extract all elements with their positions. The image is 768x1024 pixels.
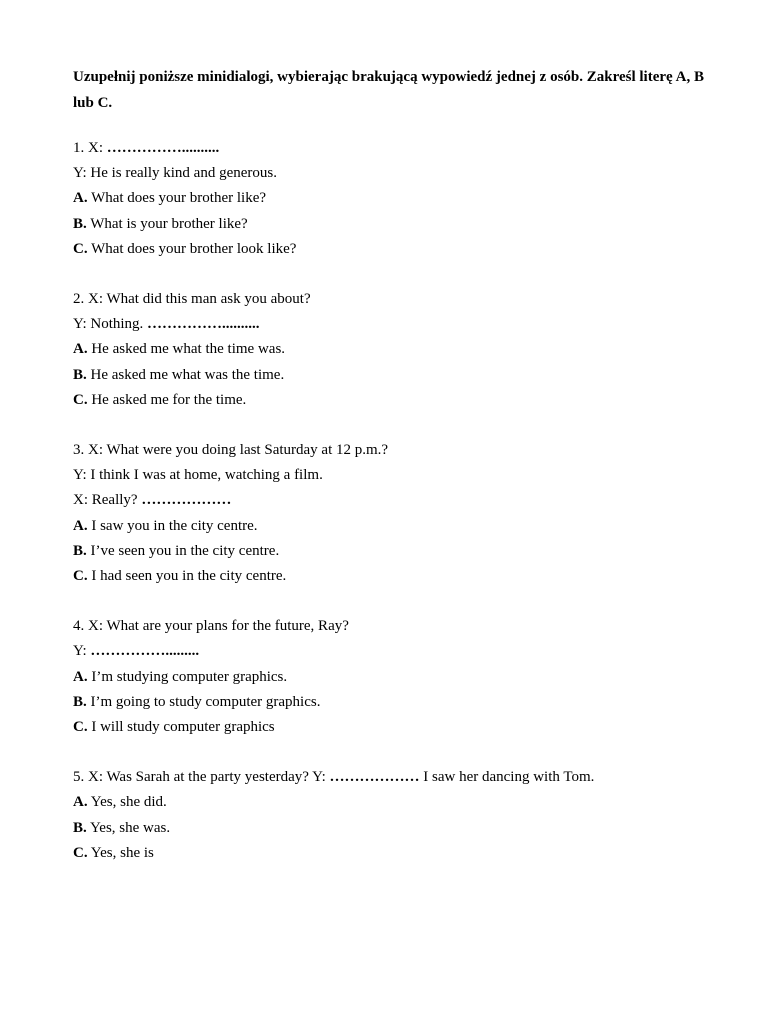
option-text: Yes, she did. bbox=[87, 794, 167, 811]
option-a[interactable] bbox=[73, 790, 713, 815]
option-b[interactable] bbox=[73, 212, 713, 237]
option-a[interactable] bbox=[73, 337, 713, 362]
option-letter: B. bbox=[73, 366, 87, 383]
question-5 bbox=[73, 765, 713, 866]
answer-blank: ……………… bbox=[141, 492, 232, 509]
option-letter: A. bbox=[73, 517, 88, 534]
option-b[interactable] bbox=[73, 363, 713, 388]
option-letter: A. bbox=[73, 341, 88, 358]
option-text: I’m studying computer graphics. bbox=[87, 668, 288, 685]
option-letter: C. bbox=[73, 568, 88, 585]
option-text: I’ve seen you in the city centre. bbox=[86, 542, 280, 559]
dialog-line bbox=[73, 463, 713, 488]
option-c[interactable] bbox=[73, 841, 713, 866]
dialog-text: I saw her dancing with Tom. bbox=[419, 769, 595, 786]
dialog-text: Y: Nothing. bbox=[73, 316, 148, 333]
option-text: What does your brother look like? bbox=[87, 240, 297, 257]
option-a[interactable] bbox=[73, 186, 713, 211]
dialog-line bbox=[73, 488, 713, 513]
option-letter: B. bbox=[73, 542, 87, 559]
worksheet-page bbox=[73, 64, 713, 891]
option-text: I will study computer graphics bbox=[87, 719, 275, 736]
dialog-text: 4. X: What are your plans for the future, Ray? bbox=[73, 618, 349, 635]
option-text: Yes, she was. bbox=[86, 819, 171, 836]
option-letter: C. bbox=[73, 240, 88, 257]
dialog-line bbox=[73, 136, 713, 161]
option-letter: C. bbox=[73, 844, 88, 861]
option-a[interactable] bbox=[73, 665, 713, 690]
option-text: He asked me what the time was. bbox=[87, 341, 286, 358]
dialog-text: 2. X: What did this man ask you about? bbox=[73, 291, 311, 308]
dialog-line bbox=[73, 438, 713, 463]
option-text: I had seen you in the city centre. bbox=[87, 568, 287, 585]
instructions-heading: Uzupełnij poniższe minidialogi, wybierając brakującą wypowiedź jednej z osób. Zakreśl literę A, B lub C. bbox=[73, 69, 704, 111]
option-text: I’m going to study computer graphics. bbox=[86, 693, 321, 710]
option-text: He asked me what was the time. bbox=[86, 366, 285, 383]
dialog-line bbox=[73, 765, 713, 790]
answer-blank: …………….......... bbox=[147, 316, 260, 333]
option-text: I saw you in the city centre. bbox=[87, 517, 258, 534]
option-letter: B. bbox=[73, 215, 87, 232]
question-1 bbox=[73, 136, 713, 262]
answer-blank: ……………… bbox=[329, 769, 420, 786]
dialog-text: 5. X: Was Sarah at the party yesterday? Y: bbox=[73, 769, 330, 786]
dialog-text: Y: bbox=[73, 643, 91, 660]
option-c[interactable] bbox=[73, 715, 713, 740]
option-letter: C. bbox=[73, 719, 88, 736]
option-b[interactable] bbox=[73, 690, 713, 715]
answer-blank: …………….......... bbox=[106, 140, 220, 156]
dialog-text: X: Really? bbox=[73, 492, 142, 509]
dialog-line bbox=[73, 312, 713, 337]
option-text: What is your brother like? bbox=[86, 215, 248, 232]
question-4 bbox=[73, 614, 713, 740]
option-text: Yes, she is bbox=[87, 844, 154, 861]
option-letter: B. bbox=[73, 819, 87, 836]
dialog-text: 3. X: What were you doing last Saturday at 12 p.m.? bbox=[73, 442, 389, 459]
dialog-text: Y: He is really kind and generous. bbox=[73, 165, 277, 182]
dialog-line bbox=[73, 639, 713, 664]
option-letter: B. bbox=[73, 693, 87, 710]
question-2 bbox=[73, 287, 713, 413]
option-text: He asked me for the time. bbox=[87, 391, 247, 408]
option-letter: C. bbox=[73, 391, 88, 408]
dialog-line bbox=[73, 161, 713, 186]
dialog-text: Y: I think I was at home, watching a film. bbox=[73, 467, 323, 484]
option-c[interactable] bbox=[73, 564, 713, 589]
option-b[interactable] bbox=[73, 816, 713, 841]
option-letter: A. bbox=[73, 668, 88, 685]
option-text: What does your brother like? bbox=[87, 190, 267, 207]
option-c[interactable] bbox=[73, 237, 713, 262]
option-b[interactable] bbox=[73, 539, 713, 564]
answer-blank: ……………......... bbox=[90, 643, 200, 660]
option-letter: A. bbox=[73, 794, 88, 811]
dialog-line bbox=[73, 614, 713, 639]
question-3 bbox=[73, 438, 713, 589]
dialog-line bbox=[73, 287, 713, 312]
dialog-text: 1. X: bbox=[73, 140, 107, 156]
option-letter: A. bbox=[73, 190, 88, 207]
option-c[interactable] bbox=[73, 388, 713, 413]
option-a[interactable] bbox=[73, 514, 713, 539]
